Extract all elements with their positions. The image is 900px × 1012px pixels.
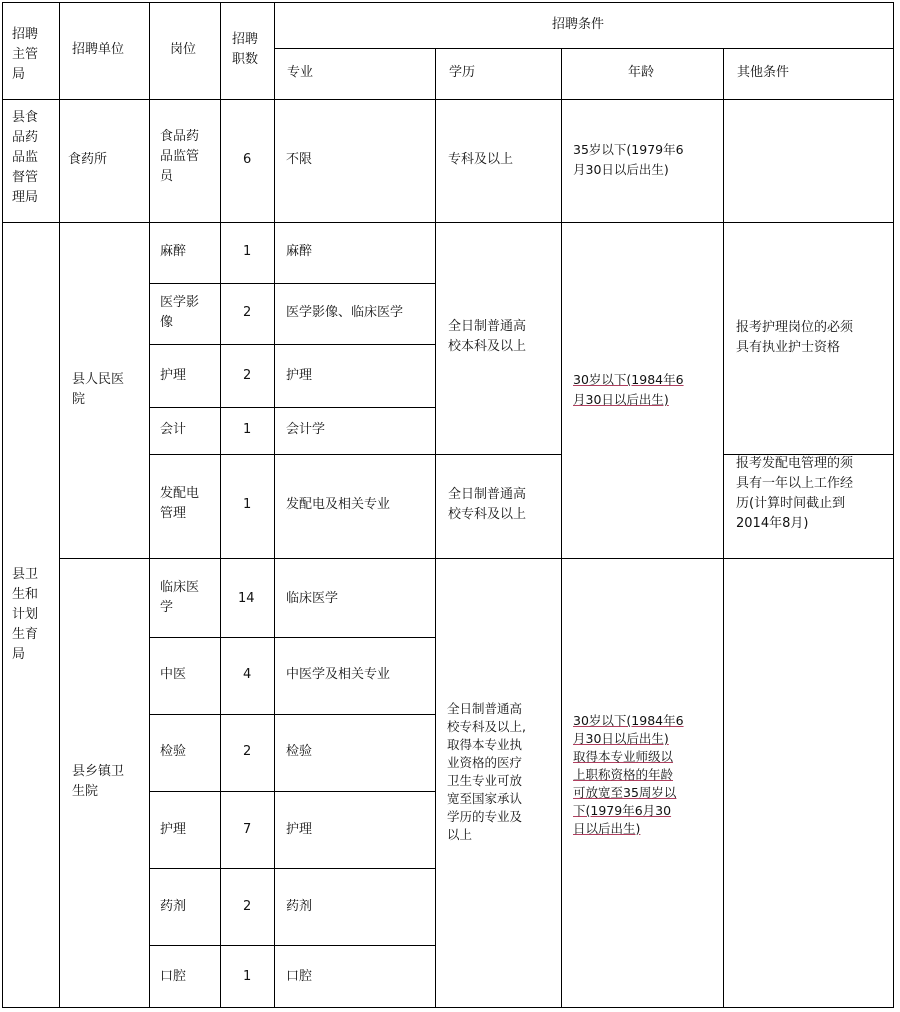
township-major-1: 临床医学 [286, 591, 339, 606]
hospital-post-4: 会计 [160, 422, 187, 437]
header-edu: 学历 [449, 65, 476, 80]
township-edu: 全日制普通高 校专科及以上, 取得本专业执 业资格的医疗 卫生专业可放 宽至国家承认 学历的专业及 以上 [447, 701, 526, 842]
hospital-post-3: 护理 [160, 368, 187, 383]
hospital-unit: 县人民医 院 [72, 372, 125, 407]
township-major-6: 口腔 [286, 969, 313, 984]
hospital-other-a: 报考护理岗位的必须 具有执业护士资格 [736, 320, 854, 355]
food-age: 35岁以下(1979年6 月30日以后出生) [573, 142, 684, 177]
hospital-edu-a: 全日制普通高 校本科及以上 [448, 319, 527, 354]
food-post: 食品药 品监管 员 [160, 129, 200, 184]
township-num-2: 4 [243, 667, 252, 682]
food-num: 6 [243, 152, 252, 167]
township-num-3: 2 [243, 744, 252, 759]
header-conditions: 招聘条件 [552, 17, 605, 32]
food-other-cell [723, 99, 894, 223]
food-dept: 县食 品药 品监 督管 理局 [12, 110, 39, 205]
header-dept: 招聘 主管 局 [12, 27, 39, 82]
hospital-major-2: 医学影像、临床医学 [286, 305, 404, 320]
township-post-5: 药剂 [160, 899, 187, 914]
header-num: 招聘 职数 [232, 32, 259, 67]
header-unit: 招聘单位 [72, 42, 125, 57]
hospital-post-2: 医学影 像 [160, 295, 200, 330]
township-major-2: 中医学及相关专业 [286, 667, 391, 682]
header-post: 岗位 [170, 42, 197, 57]
hospital-num-4: 1 [243, 422, 252, 437]
health-dept: 县卫 生和 计划 生育 局 [12, 567, 39, 662]
food-edu: 专科及以上 [448, 152, 514, 167]
hospital-major-5: 发配电及相关专业 [286, 497, 391, 512]
hospital-major-4: 会计学 [286, 422, 326, 437]
township-other-cell [723, 558, 894, 1008]
township-post-6: 口腔 [160, 969, 187, 984]
township-major-5: 药剂 [286, 899, 313, 914]
township-post-1: 临床医 学 [160, 580, 200, 615]
food-major: 不限 [286, 152, 313, 167]
hospital-edu-b: 全日制普通高 校专科及以上 [448, 487, 527, 522]
hospital-major-3: 护理 [286, 368, 313, 383]
hospital-age: 30岁以下(1984年6 月30日以后出生) [573, 372, 684, 407]
township-post-4: 护理 [160, 822, 187, 837]
hospital-post-5: 发配电 管理 [160, 486, 200, 521]
township-num-1: 14 [238, 591, 255, 606]
hospital-other-b: 报考发配电管理的须 具有一年以上工作经 历(计算时间截止到 2014年8月) [736, 456, 854, 531]
township-num-5: 2 [243, 899, 252, 914]
header-major: 专业 [287, 65, 314, 80]
header-age: 年龄 [628, 65, 655, 80]
hospital-num-3: 2 [243, 368, 252, 383]
township-major-3: 检验 [286, 744, 313, 759]
township-num-4: 7 [243, 822, 252, 837]
township-num-6: 1 [243, 969, 252, 984]
hospital-major-1: 麻醉 [286, 244, 313, 259]
township-major-4: 护理 [286, 822, 313, 837]
township-post-3: 检验 [160, 744, 187, 759]
food-unit: 食药所 [68, 152, 108, 167]
township-age: 30岁以下(1984年6 月30日以后出生) 取得本专业师级以 上职称资格的年龄 可放宽至35周岁以 下(1979年6月30 日以后出生) [573, 713, 684, 836]
hospital-num-2: 2 [243, 305, 252, 320]
hospital-post-1: 麻醉 [160, 244, 187, 259]
township-post-2: 中医 [160, 667, 187, 682]
header-other: 其他条件 [737, 65, 790, 80]
hospital-num-1: 1 [243, 244, 252, 259]
hospital-num-5: 1 [243, 497, 252, 512]
township-unit: 县乡镇卫 生院 [72, 764, 125, 799]
